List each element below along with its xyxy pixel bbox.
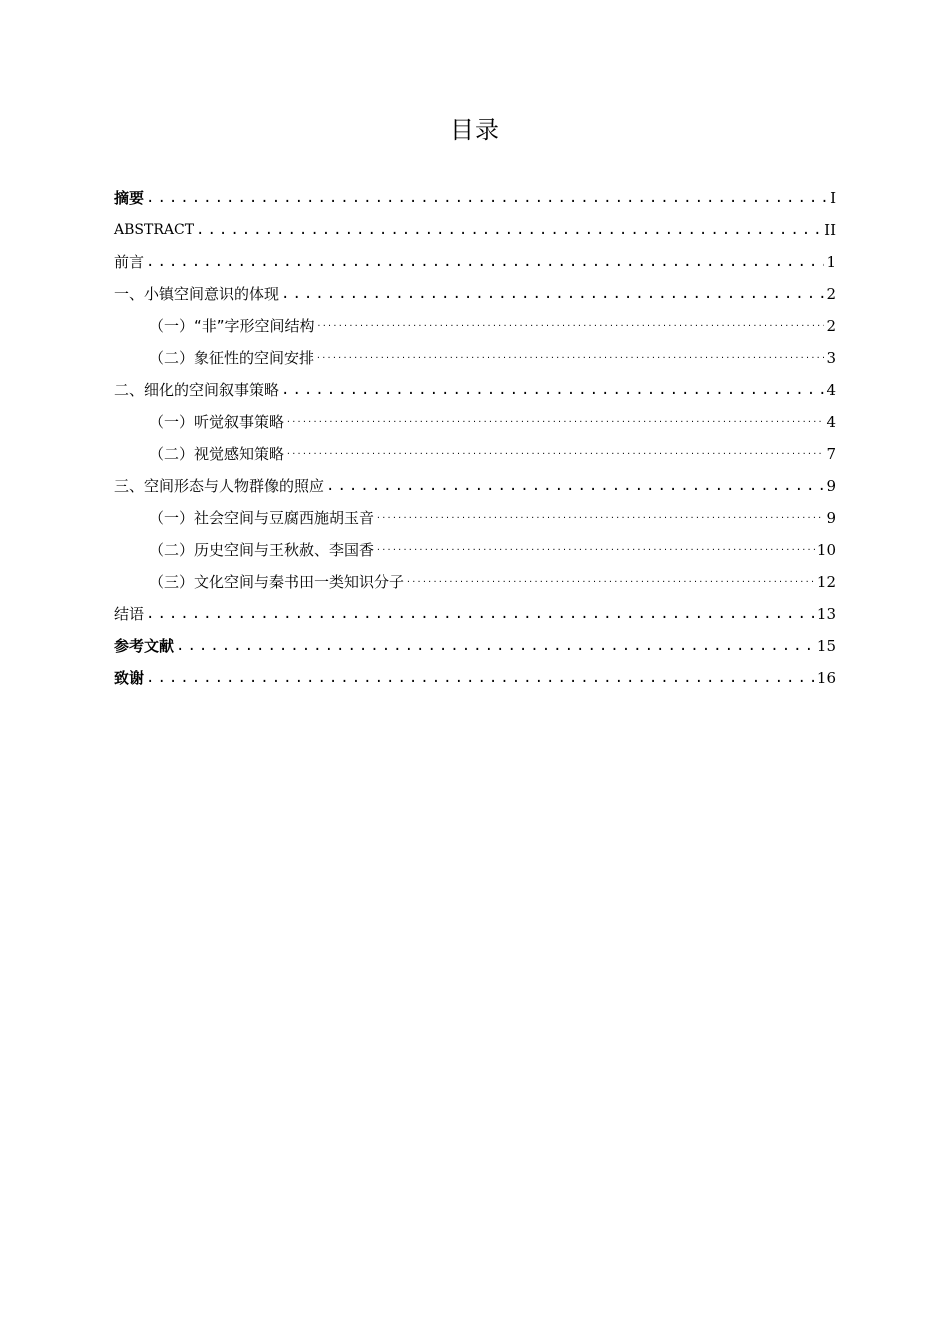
dot-leader — [317, 314, 825, 340]
toc-entry-page: 2 — [826, 285, 836, 303]
dot-leader — [196, 220, 822, 244]
toc-entry-preface[interactable] — [114, 244, 836, 276]
toc-entry-conclusion[interactable] — [114, 596, 836, 628]
toc-entry-page: 12 — [816, 573, 836, 591]
toc-entry-page: 15 — [816, 637, 836, 655]
toc-entry-page: 10 — [816, 541, 836, 559]
dot-leader — [146, 668, 815, 692]
toc-entry-page: 4 — [826, 381, 836, 399]
toc-entry-label: 参考文献 — [114, 637, 175, 655]
toc-entry-label: （三）文化空间与秦书田一类知识分子 — [149, 573, 405, 591]
toc-entry-label: 致谢 — [114, 669, 145, 687]
toc-entry-page: I — [830, 189, 836, 207]
toc-entry-chapter-3[interactable] — [114, 468, 836, 500]
toc-entry-label: 结语 — [114, 605, 145, 623]
toc-entry-label: （二）历史空间与王秋赦、李国香 — [149, 541, 375, 559]
toc-entry-label: 前言 — [114, 253, 145, 271]
toc-entry-abstract-cn[interactable] — [114, 180, 836, 212]
toc-entry-section-1-2[interactable] — [114, 340, 836, 372]
toc-entry-page: 7 — [826, 445, 836, 463]
dot-leader — [316, 346, 824, 372]
toc-entry-chapter-1[interactable] — [114, 276, 836, 308]
dot-leader — [146, 252, 824, 276]
toc-entry-chapter-2[interactable] — [114, 372, 836, 404]
dot-leader — [376, 538, 815, 564]
toc-entry-label: 一、小镇空间意识的体现 — [114, 285, 280, 303]
toc-entry-section-1-1[interactable] — [114, 308, 836, 340]
dot-leader — [326, 476, 824, 500]
dot-leader — [176, 636, 815, 660]
toc-entry-page: 1 — [826, 253, 836, 271]
dot-leader — [281, 284, 824, 308]
toc-entry-section-3-2[interactable] — [114, 532, 836, 564]
toc-entry-page: 13 — [816, 605, 836, 623]
toc-entry-page: 9 — [826, 509, 836, 527]
toc-entry-acknowledgements[interactable] — [114, 660, 836, 692]
toc-entry-page: II — [824, 221, 836, 239]
toc-entry-page: 4 — [826, 413, 836, 431]
toc-entry-label: （一）听觉叙事策略 — [149, 413, 285, 431]
toc-entry-label: （一）“非”字形空间结构 — [149, 317, 315, 335]
toc-entry-section-2-1[interactable] — [114, 404, 836, 436]
toc-entry-label: （一）社会空间与豆腐西施胡玉音 — [149, 509, 375, 527]
toc-entry-page: 16 — [816, 669, 836, 687]
dot-leader — [286, 410, 824, 436]
dot-leader — [146, 188, 828, 212]
toc-entry-label: （二）象征性的空间安排 — [149, 349, 315, 367]
dot-leader — [281, 380, 824, 404]
toc-list — [114, 180, 836, 692]
toc-entry-page: 2 — [826, 317, 836, 335]
toc-title: 目录 — [450, 116, 500, 144]
toc-entry-label: 摘要 — [114, 189, 145, 207]
dot-leader — [376, 506, 824, 532]
dot-leader — [146, 604, 815, 628]
toc-entry-label: 三、空间形态与人物群像的照应 — [114, 477, 325, 495]
toc-entry-label: ABSTRACT — [114, 222, 195, 238]
toc-entry-page: 3 — [826, 349, 836, 367]
toc-entry-references[interactable] — [114, 628, 836, 660]
toc-entry-section-3-3[interactable] — [114, 564, 836, 596]
toc-entry-section-3-1[interactable] — [114, 500, 836, 532]
dot-leader — [286, 442, 824, 468]
dot-leader — [406, 570, 815, 596]
toc-entry-section-2-2[interactable] — [114, 436, 836, 468]
toc-entry-label: 二、细化的空间叙事策略 — [114, 381, 280, 399]
toc-entry-abstract-en[interactable] — [114, 212, 836, 244]
toc-entry-page: 9 — [826, 477, 836, 495]
toc-entry-label: （二）视觉感知策略 — [149, 445, 285, 463]
